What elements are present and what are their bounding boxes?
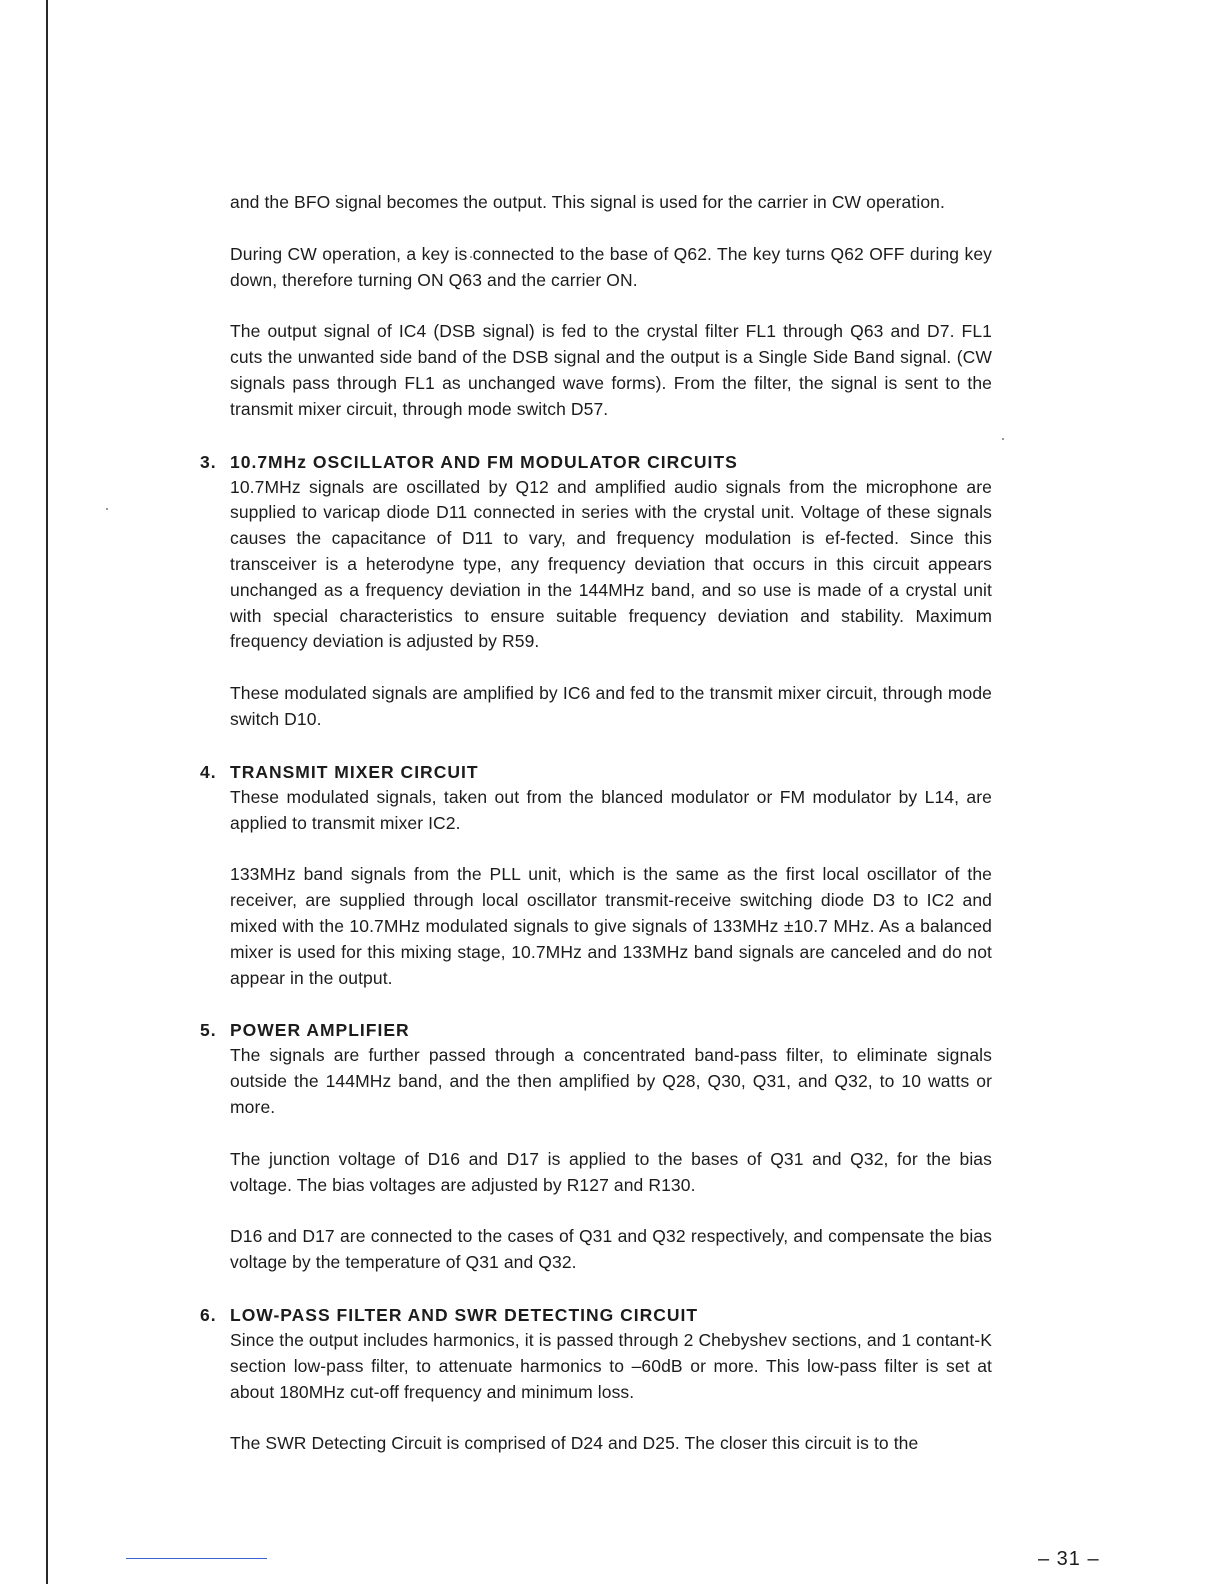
section-paragraph: These modulated signals are amplified by IC6 and fed to the transmit mixer circuit, through mode switch D10. — [230, 683, 992, 729]
section-title: 10.7MHz OSCILLATOR AND FM MODULATOR CIRCUITS — [230, 451, 738, 472]
section-paragraph: 133MHz band signals from the PLL unit, which is the same as the first local oscillator of the receiver, are supplied through local oscillator transmit-receive switching diode D3 to IC2 and mixed with the 10.7MHz modulated signals to give signals of 133MHz ±10.7 MHz. As a balanced mixer is used for this mixing stage, 10.7MHz and 133MHz band signals are canceled and do not appear in the output. — [230, 864, 992, 988]
section-paragraph: Since the output includes harmonics, it is passed through 2 Chebyshev sections, and 1 contant-K section low-pass filter, to attenuate harmonics to –60dB or more. This low-pass filter is set at about 180MHz cut-off frequency and minimum loss. — [230, 1329, 992, 1402]
section-transmit-mixer — [200, 759, 992, 992]
section-paragraph: The SWR Detecting Circuit is comprised of D24 and D25. The closer this circuit is to the — [230, 1433, 919, 1454]
page-number: – 31 – — [1038, 1548, 1100, 1570]
section-heading — [200, 1302, 992, 1328]
intro-paragraph: During CW operation, a key is connected to the base of Q62. The key turns Q62 OFF during key down, therefore turning ON Q63 and the carrier ON. — [230, 243, 992, 290]
page-body — [200, 190, 992, 1483]
section-title: LOW-PASS FILTER AND SWR DETECTING CIRCUIT — [230, 1304, 699, 1325]
footer-underline-link[interactable] — [126, 1558, 267, 1559]
section-oscillator-fm-modulator — [200, 449, 992, 733]
section-paragraph: These modulated signals, taken out from the blanced modulator or FM modulator by L14, are applied to transmit mixer IC2. — [230, 786, 992, 833]
section-number: 3. — [200, 451, 217, 472]
intro-paragraph: The output signal of IC4 (DSB signal) is fed to the crystal filter FL1 through Q63 and D7. FL1 cuts the unwanted side band of the DSB signal and the output is a Single Side Band signal. (CW signals pass through FL1 as unchanged wave forms). From the filter, the signal is sent to the transmit mixer circuit, through mode switch D57. — [230, 321, 992, 419]
scan-speck — [1002, 438, 1004, 440]
section-title: POWER AMPLIFIER — [230, 1020, 410, 1041]
section-heading — [200, 1017, 992, 1043]
section-number: 6. — [200, 1304, 217, 1325]
section-power-amplifier — [200, 1017, 992, 1276]
section-title: TRANSMIT MIXER CIRCUIT — [230, 761, 479, 782]
section-low-pass-filter-swr — [200, 1302, 992, 1457]
section-heading — [200, 759, 992, 785]
binding-margin-line — [46, 0, 48, 1584]
section-paragraph: D16 and D17 are connected to the cases of Q31 and Q32 respectively, and compensate the bias voltage by the temperature of Q31 and Q32. — [230, 1226, 992, 1273]
section-paragraph: The signals are further passed through a concentrated band-pass filter, to eliminate signals outside the 144MHz band, and the then amplified by Q28, Q30, Q31, and Q32, to 10 watts or more. — [230, 1045, 992, 1117]
scan-speck — [106, 508, 108, 510]
section-heading — [200, 449, 992, 475]
section-number: 4. — [200, 761, 217, 782]
section-paragraph: 10.7MHz signals are oscillated by Q12 and amplified audio signals from the microphone are supplied to varicap diode D11 connected in series with the crystal unit. Voltage of these signals causes the capacitance of D11 to vary, and frequency modulation is ef-fected. Since this transceiver is a heterodyne type, any frequency deviation that occurs in this circuit appears unchanged as a frequency deviation in the 144MHz band, and so use is made of a crystal unit with special characteristics to ensure suitable frequency deviation and stability. Maximum frequency deviation is adjusted by R59. — [230, 476, 992, 652]
section-paragraph: The junction voltage of D16 and D17 is applied to the bases of Q31 and Q32, for the bias voltage. The bias voltages are adjusted by R127 and R130. — [230, 1148, 992, 1195]
section-number: 5. — [200, 1020, 217, 1041]
intro-paragraph: and the BFO signal becomes the output. This signal is used for the carrier in CW operation. — [230, 192, 945, 212]
